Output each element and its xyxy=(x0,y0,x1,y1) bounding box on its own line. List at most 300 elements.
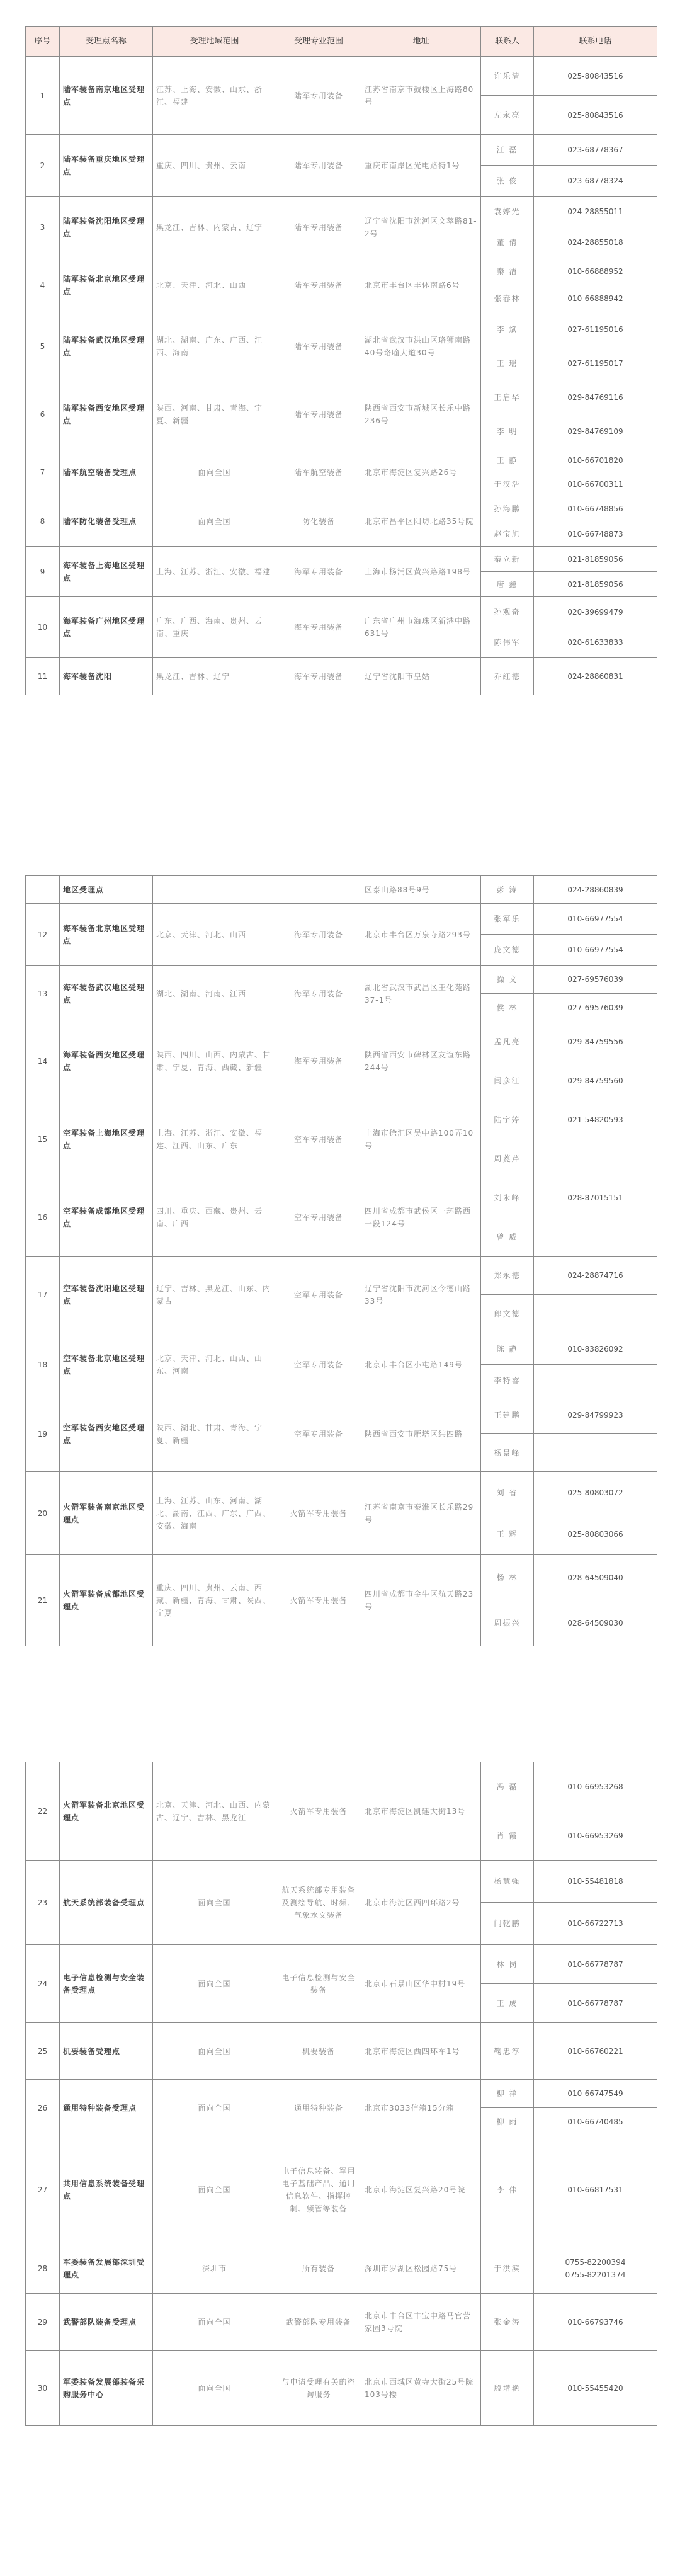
row-address: 辽宁省沈阳市沈河区令德山路33号 xyxy=(361,1257,481,1333)
row-contact: 郑永德 xyxy=(481,1257,534,1295)
row-contact: 侯 林 xyxy=(481,994,534,1022)
row-name: 陆军航空装备受理点 xyxy=(60,448,153,496)
row-contact: 冯 磊 xyxy=(481,1762,534,1811)
header-address: 地址 xyxy=(361,27,481,57)
table-row xyxy=(26,312,657,346)
row-name: 通用特种装备受理点 xyxy=(60,2080,153,2136)
row-spec: 陆军专用装备 xyxy=(276,57,361,135)
row-spec: 海军专用装备 xyxy=(276,966,361,1022)
table-page-1 xyxy=(0,26,680,872)
row-region: 辽宁、吉林、黑龙江、山东、内蒙古 xyxy=(153,1257,276,1333)
table-row xyxy=(26,1022,657,1061)
row-region: 面向全国 xyxy=(153,448,276,496)
row-phone: 021-54820593 xyxy=(534,1100,657,1139)
row-number: 29 xyxy=(26,2294,60,2351)
row-contact: 陆宇婷 xyxy=(481,1100,534,1139)
row-contact: 董 倩 xyxy=(481,227,534,258)
row-spec: 火箭军专用装备 xyxy=(276,1555,361,1646)
table-row xyxy=(26,496,657,521)
row-address: 江苏省南京市秦淮区长乐路29号 xyxy=(361,1472,481,1555)
row-contact: 刘 省 xyxy=(481,1472,534,1513)
row-address: 广东省广州市海珠区新港中路631号 xyxy=(361,597,481,658)
row-region: 北京、天津、河北、山西、内蒙古、辽宁、吉林、黑龙江 xyxy=(153,1762,276,1861)
row-contact: 秦立新 xyxy=(481,547,534,572)
row-contact: 乔红德 xyxy=(481,658,534,695)
row-contact: 李 斌 xyxy=(481,312,534,346)
row-phone xyxy=(534,1365,657,1396)
row-name: 海军装备上海地区受理点 xyxy=(60,547,153,597)
table-row xyxy=(26,1472,657,1513)
row-region: 面向全国 xyxy=(153,2136,276,2243)
row-name: 陆军防化装备受理点 xyxy=(60,496,153,547)
table-row xyxy=(26,547,657,572)
table-row xyxy=(26,2351,657,2426)
row-contact: 闫彦江 xyxy=(481,1061,534,1100)
row-address: 北京市海淀区复兴路26号 xyxy=(361,448,481,496)
row-name: 陆军装备武汉地区受理点 xyxy=(60,312,153,380)
row-region: 黑龙江、吉林、辽宁 xyxy=(153,658,276,695)
row-name: 共用信息系统装备受理点 xyxy=(60,2136,153,2243)
table-page-2 xyxy=(0,875,680,1752)
table-row xyxy=(26,1945,657,1984)
row-number: 28 xyxy=(26,2243,60,2294)
row-address: 北京市丰台区丰宝中路马官营家园3号院 xyxy=(361,2294,481,2351)
row-address: 重庆市南岸区光电路特1号 xyxy=(361,135,481,197)
row-contact: 于汉浩 xyxy=(481,472,534,496)
row-region: 江苏、上海、安徽、山东、浙江、福建 xyxy=(153,57,276,135)
row-address: 北京市海淀区复兴路20号院 xyxy=(361,2136,481,2243)
row-phone xyxy=(534,1434,657,1472)
row-contact: 李 伟 xyxy=(481,2136,534,2243)
row-contact: 许乐清 xyxy=(481,57,534,96)
header-no: 序号 xyxy=(26,27,60,57)
row-region: 湖北、湖南、河南、江西 xyxy=(153,966,276,1022)
row-region: 面向全国 xyxy=(153,1861,276,1945)
row-address: 北京市丰台区小屯路149号 xyxy=(361,1333,481,1396)
acceptance-points-table-2 xyxy=(25,875,657,1646)
row-contact: 林 岗 xyxy=(481,1945,534,1984)
table-page-3 xyxy=(0,1762,680,2576)
row-phone: 020-39699479 xyxy=(534,597,657,627)
row-phone xyxy=(534,1295,657,1333)
row-region: 湖北、湖南、广东、广西、江西、海南 xyxy=(153,312,276,380)
row-contact: 王 静 xyxy=(481,448,534,472)
table-row xyxy=(26,1257,657,1295)
row-region: 面向全国 xyxy=(153,2351,276,2426)
table-row xyxy=(26,876,657,904)
row-region: 上海、江苏、浙江、安徽、福建 xyxy=(153,547,276,597)
row-spec: 陆军专用装备 xyxy=(276,312,361,380)
table-row xyxy=(26,2136,657,2243)
row-phone: 024-28860831 xyxy=(534,658,657,695)
row-name: 空军装备北京地区受理点 xyxy=(60,1333,153,1396)
row-contact: 王 辉 xyxy=(481,1513,534,1555)
row-number: 11 xyxy=(26,658,60,695)
row-address: 辽宁省沈阳市沈河区文萃路81-2号 xyxy=(361,197,481,258)
header-phone: 联系电话 xyxy=(534,27,657,57)
table-row xyxy=(26,1555,657,1600)
row-address: 陕西省西安市雁塔区纬四路 xyxy=(361,1396,481,1472)
row-contact: 操 文 xyxy=(481,966,534,994)
table-row xyxy=(26,57,657,96)
row-spec: 陆军专用装备 xyxy=(276,197,361,258)
row-contact: 江 磊 xyxy=(481,135,534,166)
header-name: 受理点名称 xyxy=(60,27,153,57)
row-phone: 010-66778787 xyxy=(534,1945,657,1984)
row-address: 四川省成都市武侯区一环路西一段124号 xyxy=(361,1178,481,1257)
row-number: 25 xyxy=(26,2023,60,2080)
table-row xyxy=(26,966,657,994)
row-spec: 电子信息检测与安全装备 xyxy=(276,1945,361,2023)
row-phone: 025-80803072 xyxy=(534,1472,657,1513)
row-phone: 0755-82200394 0755-82201374 xyxy=(534,2243,657,2294)
row-name: 陆军装备南京地区受理点 xyxy=(60,57,153,135)
row-spec: 空军专用装备 xyxy=(276,1100,361,1178)
row-name: 海军装备广州地区受理点 xyxy=(60,597,153,658)
row-contact: 张金涛 xyxy=(481,2294,534,2351)
table-row xyxy=(26,2294,657,2351)
row-spec: 航天系统部专用装备及测绘导航、时频、气象水文装备 xyxy=(276,1861,361,1945)
row-spec: 陆军专用装备 xyxy=(276,258,361,312)
table-row xyxy=(26,1333,657,1365)
row-name: 火箭军装备成都地区受理点 xyxy=(60,1555,153,1646)
row-spec: 火箭军专用装备 xyxy=(276,1472,361,1555)
row-phone: 027-69576039 xyxy=(534,994,657,1022)
row-address: 北京市海淀区西四环路2号 xyxy=(361,1861,481,1945)
row-address: 深圳市罗湖区松园路75号 xyxy=(361,2243,481,2294)
row-number: 3 xyxy=(26,197,60,258)
row-phone: 020-61633833 xyxy=(534,627,657,658)
row-spec: 电子信息装备、军用电子基础产品、通用信息软件、指挥控制、频管等装备 xyxy=(276,2136,361,2243)
row-region: 面向全国 xyxy=(153,2080,276,2136)
row-phone: 010-66722713 xyxy=(534,1903,657,1945)
row-contact: 王建鹏 xyxy=(481,1396,534,1434)
row-number: 15 xyxy=(26,1100,60,1178)
row-name: 陆军装备北京地区受理点 xyxy=(60,258,153,312)
row-address: 四川省成都市金牛区航天路23号 xyxy=(361,1555,481,1646)
row-number: 1 xyxy=(26,57,60,135)
row-number: 27 xyxy=(26,2136,60,2243)
table-row xyxy=(26,597,657,627)
row-contact: 李 明 xyxy=(481,414,534,448)
row-name: 海军装备武汉地区受理点 xyxy=(60,966,153,1022)
row-contact: 秦 洁 xyxy=(481,258,534,285)
row-address: 北京市海淀区凯建大街13号 xyxy=(361,1762,481,1861)
row-name: 地区受理点 xyxy=(60,876,153,904)
row-phone: 025-80803066 xyxy=(534,1513,657,1555)
row-spec: 海军专用装备 xyxy=(276,658,361,695)
row-contact: 孙观奇 xyxy=(481,597,534,627)
row-phone: 029-84759560 xyxy=(534,1061,657,1100)
row-phone: 027-61195017 xyxy=(534,346,657,380)
row-spec: 空军专用装备 xyxy=(276,1396,361,1472)
row-contact: 王 成 xyxy=(481,1984,534,2023)
row-contact: 陈伟军 xyxy=(481,627,534,658)
row-contact: 孙海鹏 xyxy=(481,496,534,521)
row-phone: 010-66793746 xyxy=(534,2294,657,2351)
row-spec: 机要装备 xyxy=(276,2023,361,2080)
row-spec: 所有装备 xyxy=(276,2243,361,2294)
table-row xyxy=(26,2243,657,2294)
row-number: 7 xyxy=(26,448,60,496)
table-row xyxy=(26,448,657,472)
row-contact: 左永亮 xyxy=(481,96,534,135)
row-contact: 郎文德 xyxy=(481,1295,534,1333)
row-contact: 孟凡亮 xyxy=(481,1022,534,1061)
row-phone: 027-69576039 xyxy=(534,966,657,994)
row-region: 陕西、四川、山西、内蒙古、甘肃、宁夏、青海、西藏、新疆 xyxy=(153,1022,276,1100)
row-contact: 彭 涛 xyxy=(481,876,534,904)
row-name: 陆军装备沈阳地区受理点 xyxy=(60,197,153,258)
row-phone: 025-80843516 xyxy=(534,57,657,96)
row-phone: 010-66977554 xyxy=(534,904,657,935)
header-spec: 受理专业范围 xyxy=(276,27,361,57)
row-phone: 025-80843516 xyxy=(534,96,657,135)
row-contact: 王 瑶 xyxy=(481,346,534,380)
row-contact: 周菱芹 xyxy=(481,1139,534,1178)
row-address: 辽宁省沈阳市皇姑 xyxy=(361,658,481,695)
row-name: 空军装备上海地区受理点 xyxy=(60,1100,153,1178)
table-row xyxy=(26,380,657,414)
row-spec: 海军专用装备 xyxy=(276,904,361,966)
row-region: 北京、天津、河北、山西、山东、河南 xyxy=(153,1333,276,1396)
row-phone: 010-66748873 xyxy=(534,521,657,547)
row-phone: 010-66760221 xyxy=(534,2023,657,2080)
table-row xyxy=(26,1762,657,1811)
row-address: 北京市3033信箱15分箱 xyxy=(361,2080,481,2136)
row-number: 24 xyxy=(26,1945,60,2023)
row-spec: 陆军航空装备 xyxy=(276,448,361,496)
row-number: 2 xyxy=(26,135,60,197)
row-spec: 与申请受理有关的咨询服务 xyxy=(276,2351,361,2426)
row-phone: 024-28874716 xyxy=(534,1257,657,1295)
row-number: 4 xyxy=(26,258,60,312)
table-row xyxy=(26,2080,657,2108)
row-contact: 于洪滨 xyxy=(481,2243,534,2294)
row-spec: 海军专用装备 xyxy=(276,1022,361,1100)
row-phone: 010-66748856 xyxy=(534,496,657,521)
acceptance-points-table-3 xyxy=(25,1762,657,2426)
row-phone: 029-84799923 xyxy=(534,1396,657,1434)
row-phone: 010-66977554 xyxy=(534,935,657,966)
row-contact: 曾 威 xyxy=(481,1217,534,1257)
row-contact: 杨 林 xyxy=(481,1555,534,1600)
row-address: 湖北省武汉市武昌区王化苑路37-1号 xyxy=(361,966,481,1022)
row-contact: 杨景峰 xyxy=(481,1434,534,1472)
row-spec: 火箭军专用装备 xyxy=(276,1762,361,1861)
row-contact: 刘永峰 xyxy=(481,1178,534,1217)
row-phone: 028-87015151 xyxy=(534,1178,657,1217)
row-contact: 柳 雨 xyxy=(481,2108,534,2136)
row-name: 海军装备北京地区受理点 xyxy=(60,904,153,966)
row-address: 区泰山路88号9号 xyxy=(361,876,481,904)
row-contact: 周振兴 xyxy=(481,1600,534,1646)
row-phone: 010-66740485 xyxy=(534,2108,657,2136)
row-name: 航天系统部装备受理点 xyxy=(60,1861,153,1945)
row-phone: 024-28855011 xyxy=(534,197,657,227)
header-region: 受理地域范围 xyxy=(153,27,276,57)
row-phone: 021-81859056 xyxy=(534,547,657,572)
row-number: 12 xyxy=(26,904,60,966)
table-row xyxy=(26,135,657,166)
row-phone: 010-55455420 xyxy=(534,2351,657,2426)
row-phone: 010-66701820 xyxy=(534,448,657,472)
row-number: 22 xyxy=(26,1762,60,1861)
row-name: 火箭军装备南京地区受理点 xyxy=(60,1472,153,1555)
row-phone: 029-84769116 xyxy=(534,380,657,414)
row-number: 18 xyxy=(26,1333,60,1396)
row-contact: 肖 霞 xyxy=(481,1811,534,1861)
row-phone: 010-66778787 xyxy=(534,1984,657,2023)
table-row xyxy=(26,1396,657,1434)
row-region: 陕西、河南、甘肃、青海、宁夏、新疆 xyxy=(153,380,276,448)
row-contact: 庞文德 xyxy=(481,935,534,966)
row-spec: 陆军专用装备 xyxy=(276,380,361,448)
row-name: 武警部队装备受理点 xyxy=(60,2294,153,2351)
row-contact: 杨慧强 xyxy=(481,1861,534,1903)
row-phone: 010-66953269 xyxy=(534,1811,657,1861)
table-row xyxy=(26,258,657,285)
row-contact: 唐 鑫 xyxy=(481,572,534,597)
row-address: 陕西省西安市新城区长乐中路236号 xyxy=(361,380,481,448)
row-name: 军委装备发展部深圳受理点 xyxy=(60,2243,153,2294)
row-contact: 张 俊 xyxy=(481,166,534,197)
row-contact: 袁婷光 xyxy=(481,197,534,227)
row-address: 陕西省西安市碑林区友谊东路244号 xyxy=(361,1022,481,1100)
row-contact: 闫乾鹏 xyxy=(481,1903,534,1945)
acceptance-points-table-1 xyxy=(25,26,657,695)
row-contact: 李特睿 xyxy=(481,1365,534,1396)
row-phone: 010-66888952 xyxy=(534,258,657,285)
row-phone: 010-66888942 xyxy=(534,285,657,312)
row-number: 26 xyxy=(26,2080,60,2136)
row-spec: 武警部队专用装备 xyxy=(276,2294,361,2351)
row-region: 面向全国 xyxy=(153,496,276,547)
row-name: 海军装备西安地区受理点 xyxy=(60,1022,153,1100)
row-number: 30 xyxy=(26,2351,60,2426)
row-phone xyxy=(534,1139,657,1178)
row-phone: 010-66953268 xyxy=(534,1762,657,1811)
row-phone: 024-28860839 xyxy=(534,876,657,904)
row-contact: 赵宝旭 xyxy=(481,521,534,547)
row-contact: 张春林 xyxy=(481,285,534,312)
row-number: 21 xyxy=(26,1555,60,1646)
row-contact: 张军乐 xyxy=(481,904,534,935)
row-phone: 010-83826092 xyxy=(534,1333,657,1365)
row-phone: 021-81859056 xyxy=(534,572,657,597)
row-region: 深圳市 xyxy=(153,2243,276,2294)
row-address: 湖北省武汉市洪山区珞狮南路40号珞喻大道30号 xyxy=(361,312,481,380)
row-spec: 空军专用装备 xyxy=(276,1333,361,1396)
header-contact: 联系人 xyxy=(481,27,534,57)
row-phone: 010-66747549 xyxy=(534,2080,657,2108)
row-number: 23 xyxy=(26,1861,60,1945)
row-spec: 通用特种装备 xyxy=(276,2080,361,2136)
row-region: 面向全国 xyxy=(153,2294,276,2351)
row-name: 空军装备成都地区受理点 xyxy=(60,1178,153,1257)
row-number: 14 xyxy=(26,1022,60,1100)
row-spec: 空军专用装备 xyxy=(276,1257,361,1333)
table-row xyxy=(26,1100,657,1139)
row-region: 陕西、湖北、甘肃、青海、宁夏、新疆 xyxy=(153,1396,276,1472)
row-region: 北京、天津、河北、山西 xyxy=(153,258,276,312)
table-row xyxy=(26,197,657,227)
table-row xyxy=(26,658,657,695)
row-number: 16 xyxy=(26,1178,60,1257)
row-phone: 010-66817531 xyxy=(534,2136,657,2243)
row-phone: 010-66700311 xyxy=(534,472,657,496)
row-address: 江苏省南京市鼓楼区上海路80号 xyxy=(361,57,481,135)
row-region: 重庆、四川、贵州、云南、西藏、新疆、青海、甘肃、陕西、宁夏 xyxy=(153,1555,276,1646)
row-address: 上海市徐汇区吴中路100弄10号 xyxy=(361,1100,481,1178)
row-phone: 028-64509040 xyxy=(534,1555,657,1600)
row-number: 13 xyxy=(26,966,60,1022)
row-name: 陆军装备西安地区受理点 xyxy=(60,380,153,448)
row-region: 重庆、四川、贵州、云南 xyxy=(153,135,276,197)
row-region: 广东、广西、海南、贵州、云南、重庆 xyxy=(153,597,276,658)
row-name: 空军装备西安地区受理点 xyxy=(60,1396,153,1472)
row-region: 四川、重庆、西藏、贵州、云南、广西 xyxy=(153,1178,276,1257)
row-number: 9 xyxy=(26,547,60,597)
row-address: 北京市丰台区丰体南路6号 xyxy=(361,258,481,312)
row-address: 北京市昌平区阳坊北路35号院 xyxy=(361,496,481,547)
row-spec: 陆军专用装备 xyxy=(276,135,361,197)
row-number: 10 xyxy=(26,597,60,658)
row-contact: 陈 静 xyxy=(481,1333,534,1365)
row-name: 海军装备沈阳 xyxy=(60,658,153,695)
row-phone: 029-84759556 xyxy=(534,1022,657,1061)
row-number: 17 xyxy=(26,1257,60,1333)
table-row xyxy=(26,904,657,935)
row-spec: 海军专用装备 xyxy=(276,597,361,658)
row-address: 北京市丰台区万泉寺路293号 xyxy=(361,904,481,966)
row-region: 北京、天津、河北、山西 xyxy=(153,904,276,966)
row-address: 北京市西城区黄寺大街25号院103号楼 xyxy=(361,2351,481,2426)
row-address: 北京市海淀区西四环军1号 xyxy=(361,2023,481,2080)
row-number: 8 xyxy=(26,496,60,547)
row-address: 上海市杨浦区黄兴路路198号 xyxy=(361,547,481,597)
row-name: 电子信息检测与安全装备受理点 xyxy=(60,1945,153,2023)
row-region: 黑龙江、吉林、内蒙古、辽宁 xyxy=(153,197,276,258)
row-spec: 海军专用装备 xyxy=(276,547,361,597)
table-row xyxy=(26,1178,657,1217)
row-name: 军委装备发展部装备采购服务中心 xyxy=(60,2351,153,2426)
row-name: 空军装备沈阳地区受理点 xyxy=(60,1257,153,1333)
row-phone: 028-64509030 xyxy=(534,1600,657,1646)
row-region: 面向全国 xyxy=(153,1945,276,2023)
row-phone xyxy=(534,1217,657,1257)
table-header-row xyxy=(26,27,657,57)
row-number: 19 xyxy=(26,1396,60,1472)
row-region: 面向全国 xyxy=(153,2023,276,2080)
row-region: 上海、江苏、山东、河南、湖北、湖南、江西、广东、广西、安徽、海南 xyxy=(153,1472,276,1555)
row-region: 上海、江苏、浙江、安徽、福建、江西、山东、广东 xyxy=(153,1100,276,1178)
table-row xyxy=(26,2023,657,2080)
row-name: 火箭军装备北京地区受理点 xyxy=(60,1762,153,1861)
row-spec: 空军专用装备 xyxy=(276,1178,361,1257)
row-contact: 柳 祥 xyxy=(481,2080,534,2108)
row-address: 北京市石景山区华中村19号 xyxy=(361,1945,481,2023)
row-phone: 023-68778367 xyxy=(534,135,657,166)
row-phone: 027-61195016 xyxy=(534,312,657,346)
row-phone: 010-55481818 xyxy=(534,1861,657,1903)
row-contact: 殷增艳 xyxy=(481,2351,534,2426)
row-contact: 鞠忠淳 xyxy=(481,2023,534,2080)
row-phone: 029-84769109 xyxy=(534,414,657,448)
row-phone: 023-68778324 xyxy=(534,166,657,197)
row-spec: 防化装备 xyxy=(276,496,361,547)
row-number: 5 xyxy=(26,312,60,380)
